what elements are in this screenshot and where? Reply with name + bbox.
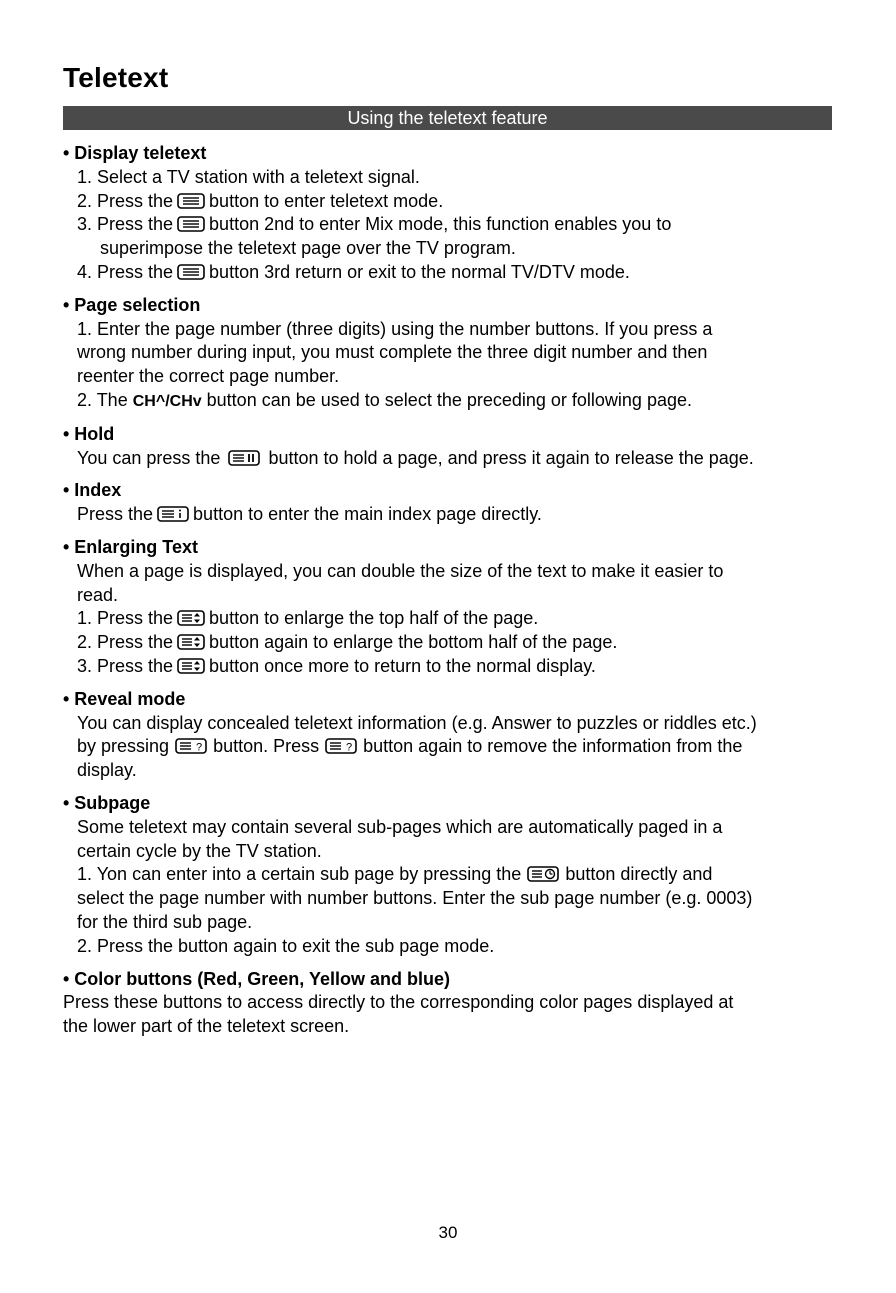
section-subpage bbox=[63, 792, 853, 959]
teletext-icon bbox=[177, 264, 205, 280]
step: 2. Press the button again to enlarge the bottom half of the page. bbox=[77, 632, 618, 653]
size-icon bbox=[177, 658, 205, 674]
teletext-icon bbox=[177, 193, 205, 209]
heading-subpage: • Subpage bbox=[63, 792, 151, 813]
paragraph-line: When a page is displayed, you can double the size of the text to make it easier to bbox=[77, 560, 724, 581]
paragraph-line: Some teletext may contain several sub-pages which are automatically paged in a bbox=[77, 816, 723, 837]
reveal-icon bbox=[175, 738, 207, 754]
section-hold bbox=[63, 423, 853, 471]
svg-text:?: ? bbox=[196, 741, 203, 754]
paragraph-line: reenter the correct page number. bbox=[77, 366, 340, 387]
paragraph-line: 1. Yon can enter into a certain sub page by pressing the button directly and bbox=[77, 864, 713, 885]
step: 1. Select a TV station with a teletext signal. bbox=[77, 166, 420, 187]
subpage-icon bbox=[527, 866, 559, 882]
section-reveal-mode bbox=[63, 688, 853, 783]
heading-index: • Index bbox=[63, 480, 122, 501]
reveal-icon bbox=[325, 738, 357, 754]
paragraph-line: display. bbox=[77, 760, 137, 781]
paragraph-line: the lower part of the teletext screen. bbox=[63, 1016, 350, 1037]
heading-page-selection: • Page selection bbox=[63, 294, 201, 315]
paragraph-line: 2. The CH^/CHv button can be used to select the preceding or following page. bbox=[77, 389, 692, 410]
paragraph-line: Press these buttons to access directly to the corresponding color pages displayed at bbox=[63, 992, 734, 1013]
paragraph-line: You can press the button to hold a page, and press it again to release the page. bbox=[77, 447, 754, 468]
paragraph-line: for the third sub page. bbox=[77, 911, 253, 932]
page-title: Teletext bbox=[63, 62, 169, 93]
paragraph-line: 1. Enter the page number (three digits) using the number buttons. If you press a bbox=[77, 318, 713, 339]
size-icon bbox=[177, 610, 205, 626]
hold-icon bbox=[228, 450, 260, 466]
size-icon bbox=[177, 634, 205, 650]
paragraph-line: by pressing ? button. Press ? button again to remove the information from the bbox=[77, 736, 743, 757]
paragraph-line: wrong number during input, you must complete the three digit number and then bbox=[77, 342, 708, 363]
step: 3. Press the button 2nd to enter Mix mode, this function enables you to bbox=[77, 214, 672, 235]
paragraph-line: 2. Press the button again to exit the sub page mode. bbox=[77, 935, 495, 956]
heading-enlarging-text: • Enlarging Text bbox=[63, 536, 198, 557]
paragraph-line: select the page number with number buttons. Enter the sub page number (e.g. 0003) bbox=[77, 888, 753, 909]
section-index bbox=[63, 479, 853, 527]
section-color-buttons bbox=[63, 968, 853, 1039]
ch-up-down-label: CH^/CHv bbox=[132, 392, 202, 410]
step: 3. Press the button once more to return to the normal display. bbox=[77, 655, 596, 676]
section-enlarging-text bbox=[63, 536, 853, 679]
heading-display-teletext: • Display teletext bbox=[63, 143, 207, 163]
step-continuation: superimpose the teletext page over the TV program. bbox=[100, 238, 516, 259]
heading-hold: • Hold bbox=[63, 423, 115, 444]
teletext-icon bbox=[177, 216, 205, 232]
svg-text:?: ? bbox=[346, 741, 353, 754]
paragraph-line: You can display concealed teletext information (e.g. Answer to puzzles or riddles etc.) bbox=[77, 712, 757, 733]
step: 1. Press the button to enlarge the top half of the page. bbox=[77, 608, 539, 629]
content bbox=[63, 142, 853, 1048]
section-display-teletext bbox=[63, 142, 853, 285]
step: 2. Press the button to enter teletext mode. bbox=[77, 190, 444, 211]
paragraph-line: certain cycle by the TV station. bbox=[77, 840, 322, 861]
section-bar: Using the teletext feature bbox=[63, 106, 832, 130]
index-icon bbox=[157, 506, 189, 522]
page-number: 30 bbox=[438, 1223, 458, 1242]
section-page-selection bbox=[63, 294, 853, 414]
paragraph-line: Press the button to enter the main index page directly. bbox=[77, 504, 542, 525]
paragraph-line: read. bbox=[77, 584, 119, 605]
step: 4. Press the button 3rd return or exit to the normal TV/DTV mode. bbox=[77, 261, 630, 282]
heading-color-buttons: • Color buttons (Red, Green, Yellow and blue) bbox=[63, 968, 450, 989]
heading-reveal-mode: • Reveal mode bbox=[63, 688, 186, 709]
